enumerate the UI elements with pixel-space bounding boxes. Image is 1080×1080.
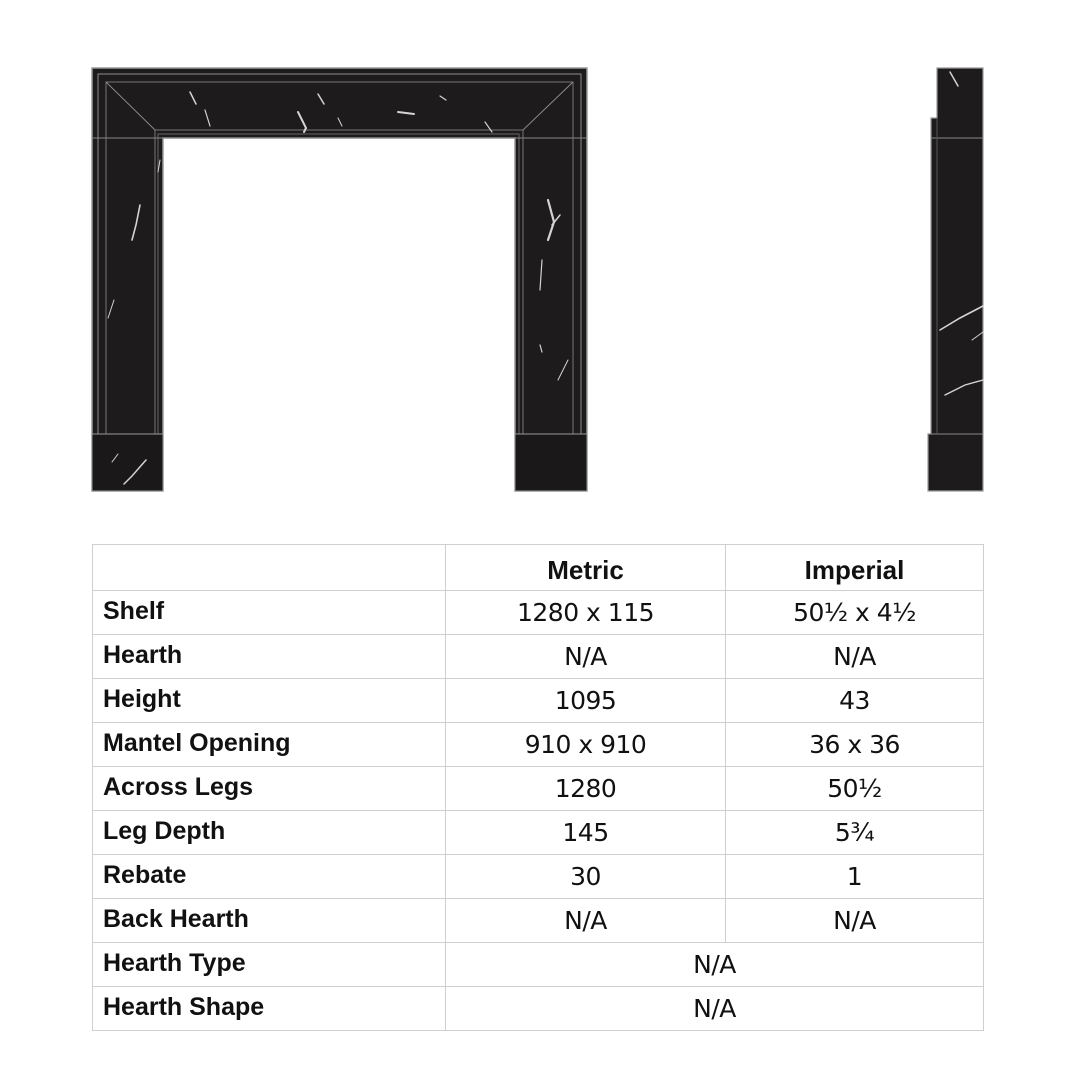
table-row xyxy=(93,679,984,723)
row-label: Rebate xyxy=(93,855,446,899)
side-elevation xyxy=(928,68,983,491)
table-row xyxy=(93,591,984,635)
metric-value: 910 x 910 xyxy=(446,723,726,767)
front-plinth-left xyxy=(92,434,163,491)
row-label: Height xyxy=(93,679,446,723)
imperial-value: 50½ xyxy=(726,767,984,811)
row-label: Hearth Type xyxy=(93,943,446,987)
row-label: Hearth xyxy=(93,635,446,679)
table-row-merged xyxy=(93,943,984,987)
table-header-row xyxy=(93,545,984,591)
header-metric: Metric xyxy=(446,545,726,591)
metric-value: 145 xyxy=(446,811,726,855)
metric-value: N/A xyxy=(446,899,726,943)
merged-value: N/A xyxy=(446,987,984,1031)
header-empty-cell xyxy=(93,545,446,591)
front-elevation xyxy=(92,68,587,491)
table-row xyxy=(93,635,984,679)
side-leg xyxy=(928,68,983,491)
imperial-value: N/A xyxy=(726,635,984,679)
metric-value: 1280 x 115 xyxy=(446,591,726,635)
front-moulding-line-opening xyxy=(155,130,523,434)
specifications-table xyxy=(92,544,984,1031)
imperial-value: 43 xyxy=(726,679,984,723)
imperial-value: 1 xyxy=(726,855,984,899)
front-moulding-line-opening-2 xyxy=(158,134,519,434)
fireplace-drawing xyxy=(0,0,1080,530)
header-imperial: Imperial xyxy=(726,545,984,591)
table-row xyxy=(93,899,984,943)
row-label: Across Legs xyxy=(93,767,446,811)
front-marble-veins xyxy=(108,92,568,484)
table-row xyxy=(93,855,984,899)
metric-value: 1095 xyxy=(446,679,726,723)
row-label: Mantel Opening xyxy=(93,723,446,767)
row-label: Leg Depth xyxy=(93,811,446,855)
fireplace-illustration xyxy=(0,0,1080,530)
table-row-merged xyxy=(93,987,984,1031)
metric-value: 30 xyxy=(446,855,726,899)
table-row xyxy=(93,811,984,855)
front-plinth-right xyxy=(515,434,587,491)
merged-value: N/A xyxy=(446,943,984,987)
imperial-value: 36 x 36 xyxy=(726,723,984,767)
metric-value: N/A xyxy=(446,635,726,679)
front-mantel-frame xyxy=(92,68,587,491)
row-label: Hearth Shape xyxy=(93,987,446,1031)
row-label: Shelf xyxy=(93,591,446,635)
imperial-value: 50½ x 4½ xyxy=(726,591,984,635)
table-row xyxy=(93,723,984,767)
imperial-value: 5¾ xyxy=(726,811,984,855)
table-row xyxy=(93,767,984,811)
metric-value: 1280 xyxy=(446,767,726,811)
imperial-value: N/A xyxy=(726,899,984,943)
row-label: Back Hearth xyxy=(93,899,446,943)
